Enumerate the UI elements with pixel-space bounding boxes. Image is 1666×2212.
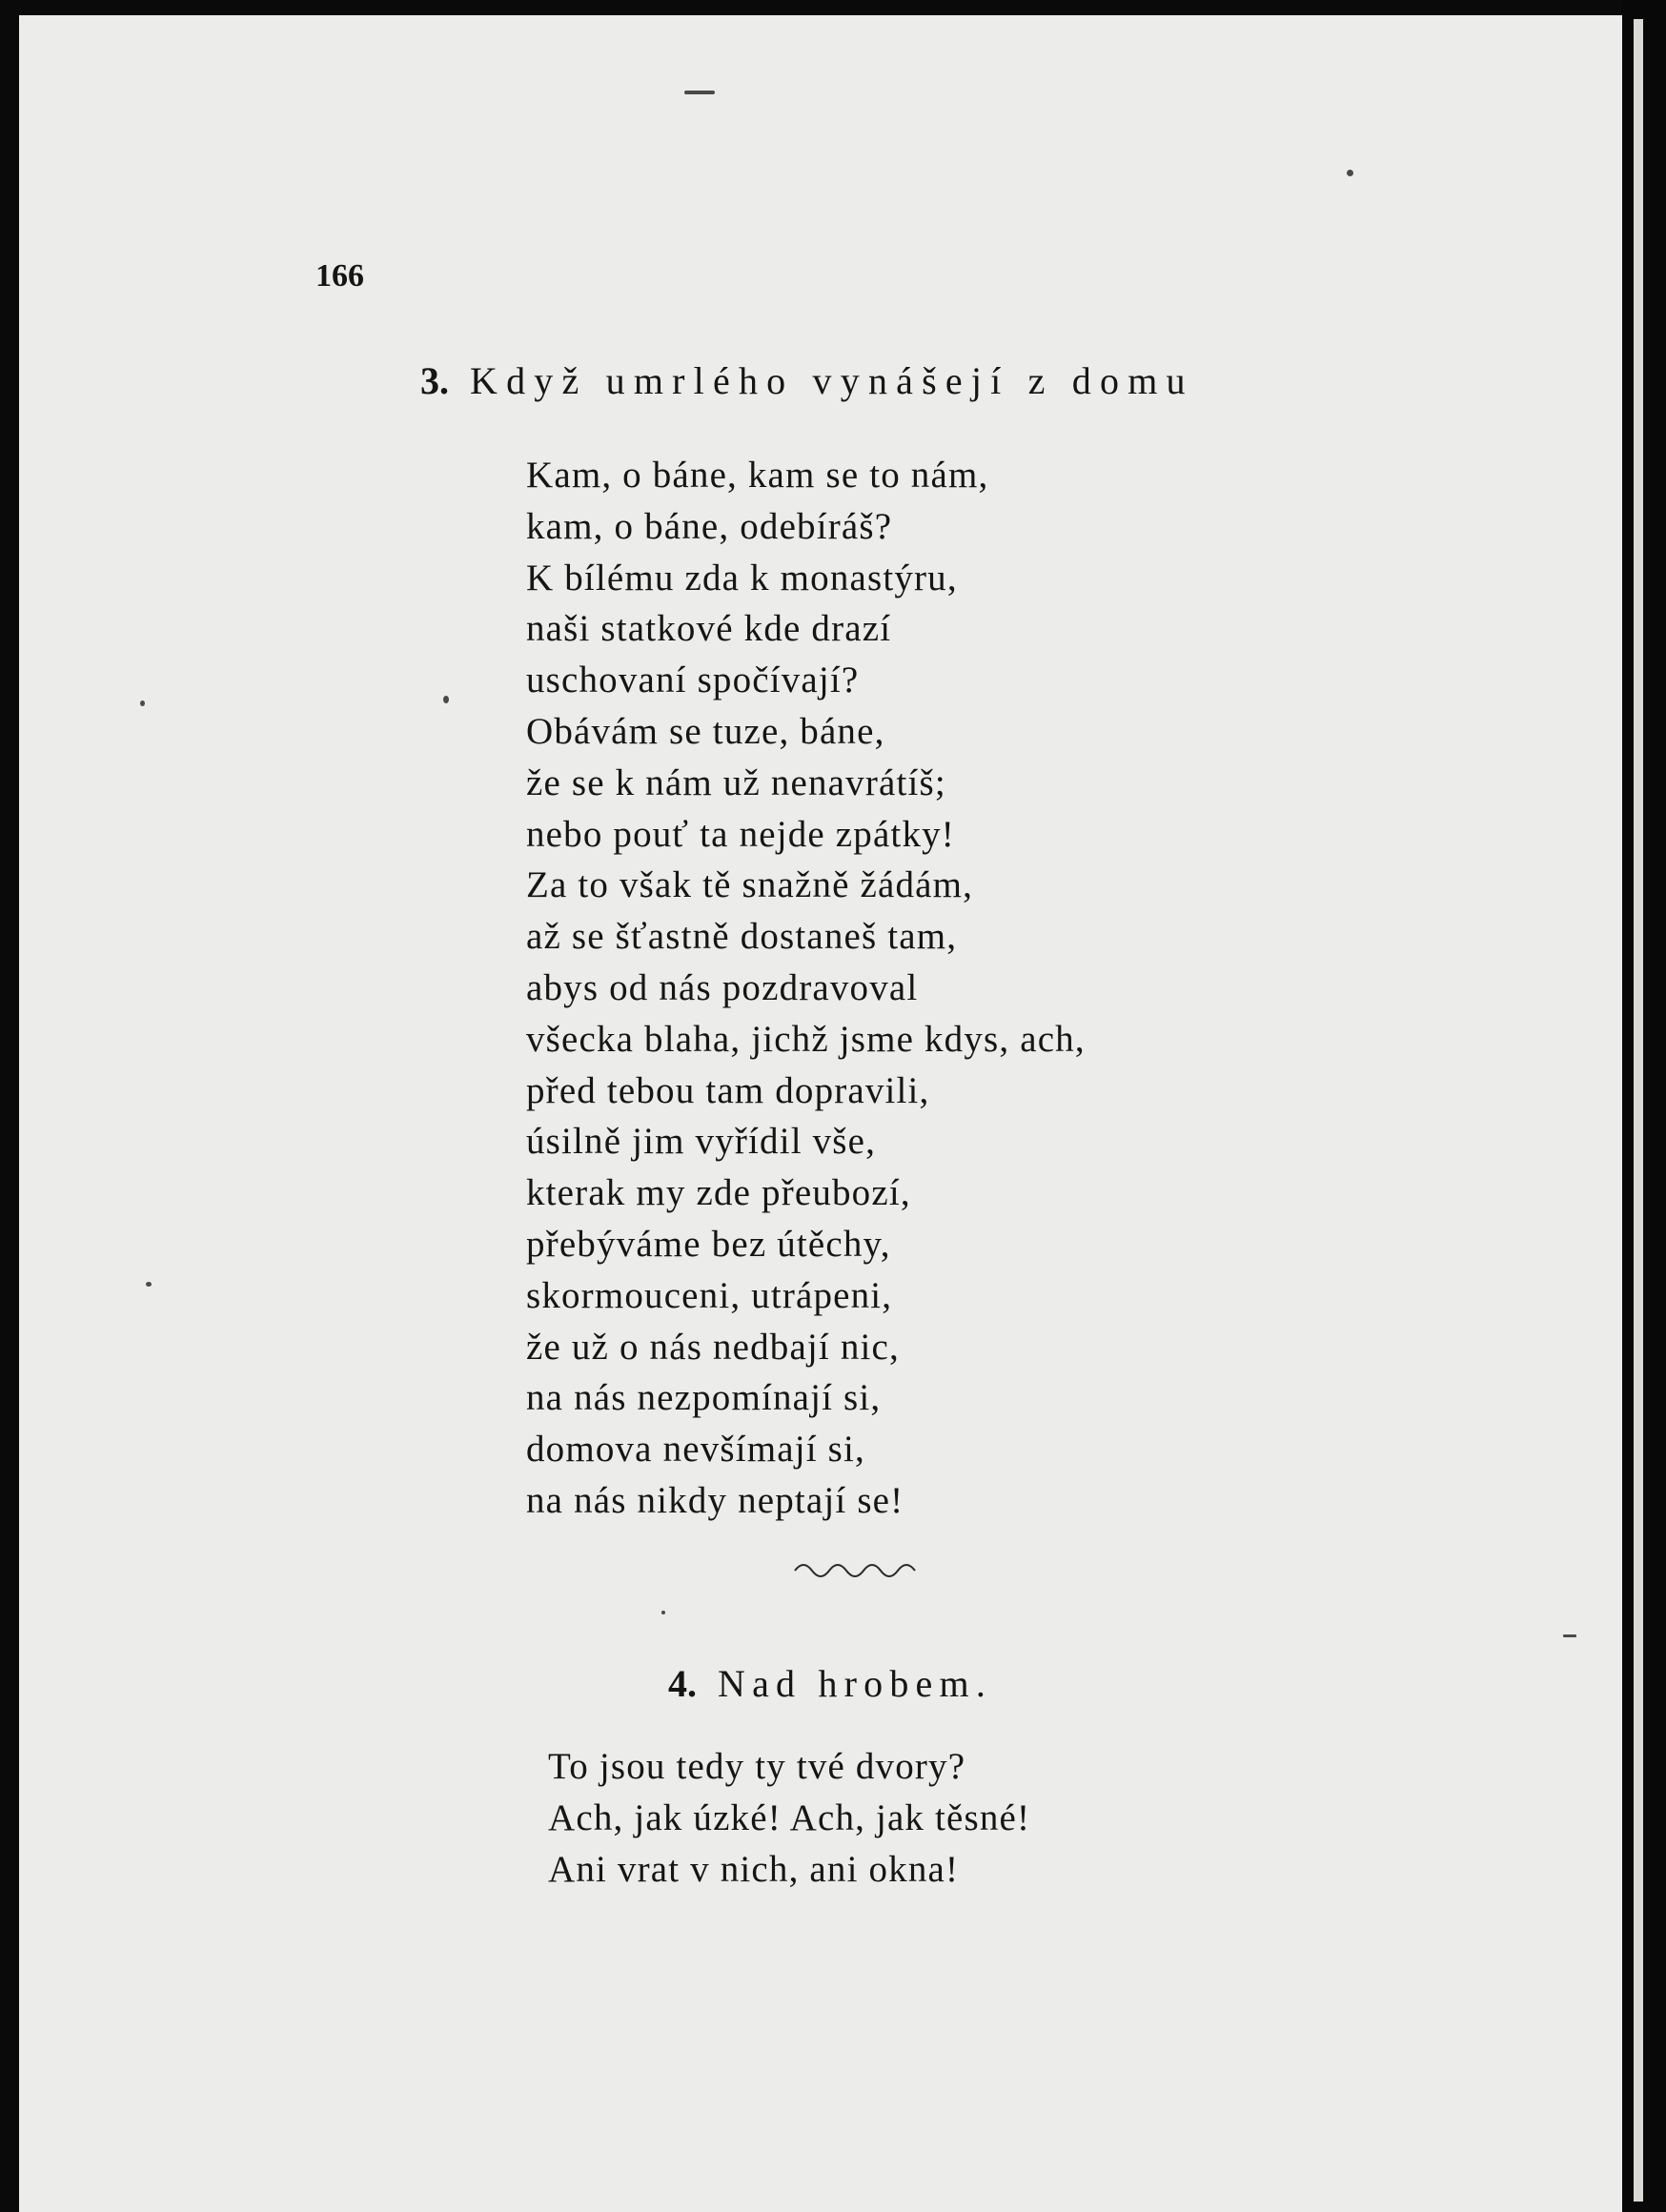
poem-3-number: 3. — [420, 359, 449, 402]
poem-3-heading — [420, 358, 1194, 403]
poem-4-text — [548, 1741, 1030, 1895]
poem-line: Kam, o báne, kam se to nám, — [526, 455, 989, 496]
poem-line: naši statkové kde drazí — [526, 608, 892, 650]
poem-line: uschovaní spočívají? — [526, 660, 860, 701]
ink-speck — [661, 1611, 665, 1614]
poem-line: na nás nikdy neptají se! — [526, 1479, 904, 1521]
scan-border — [1622, 0, 1666, 2212]
poem-4-heading — [668, 1661, 992, 1706]
poem-line: úsilně jim vyřídil vše, — [526, 1121, 877, 1163]
poem-3-text — [526, 450, 1086, 1527]
poem-line: nebo pouť ta nejde zpátky! — [526, 813, 955, 855]
poem-line: že se k nám už nenavrátíš; — [526, 761, 946, 803]
poem-line: na nás nezpomínají si, — [526, 1377, 882, 1419]
poem-line: Obávám se tuze, báne, — [526, 710, 885, 752]
ink-speck — [684, 91, 715, 94]
poem-line: K bílému zda k monastýru, — [526, 557, 958, 599]
poem-line: že už o nás nedbají nic, — [526, 1326, 900, 1368]
poem-4-title: Nad hrobem. — [718, 1662, 993, 1705]
ink-speck — [140, 700, 145, 706]
section-divider-ornament — [793, 1559, 917, 1580]
next-page-edge — [1634, 19, 1643, 2202]
poem-line: všecka blaha, jichž jsme kdys, ach, — [526, 1018, 1086, 1060]
poem-line: Ach, jak úzké! Ach, jak těsné! — [548, 1796, 1031, 1838]
poem-line: abys od nás pozdravoval — [526, 966, 919, 1008]
ink-speck — [443, 696, 449, 703]
poem-line: kterak my zde přeubozí, — [526, 1172, 911, 1214]
ink-speck — [1347, 170, 1353, 176]
ink-speck — [1563, 1634, 1576, 1637]
poem-line: To jsou tedy ty tvé dvory? — [548, 1746, 966, 1787]
poem-line: domova nevšímají si, — [526, 1429, 865, 1471]
poem-3-title: Když umrlého vynášejí z domu — [470, 359, 1194, 402]
ink-speck — [146, 1282, 152, 1287]
poem-line: přebýváme bez útěchy, — [526, 1223, 891, 1265]
poem-line: před tebou tam dopravili, — [526, 1069, 930, 1111]
poem-4-number: 4. — [668, 1662, 697, 1705]
poem-line: kam, o báne, odebíráš? — [526, 505, 893, 547]
poem-line: Ani vrat v nich, ani okna! — [548, 1848, 960, 1890]
page-number: 166 — [315, 258, 364, 294]
poem-line: Za to však tě snažně žádám, — [526, 864, 974, 906]
poem-line: až se šťastně dostaneš tam, — [526, 916, 958, 958]
poem-line: skormouceni, utrápeni, — [526, 1274, 893, 1316]
